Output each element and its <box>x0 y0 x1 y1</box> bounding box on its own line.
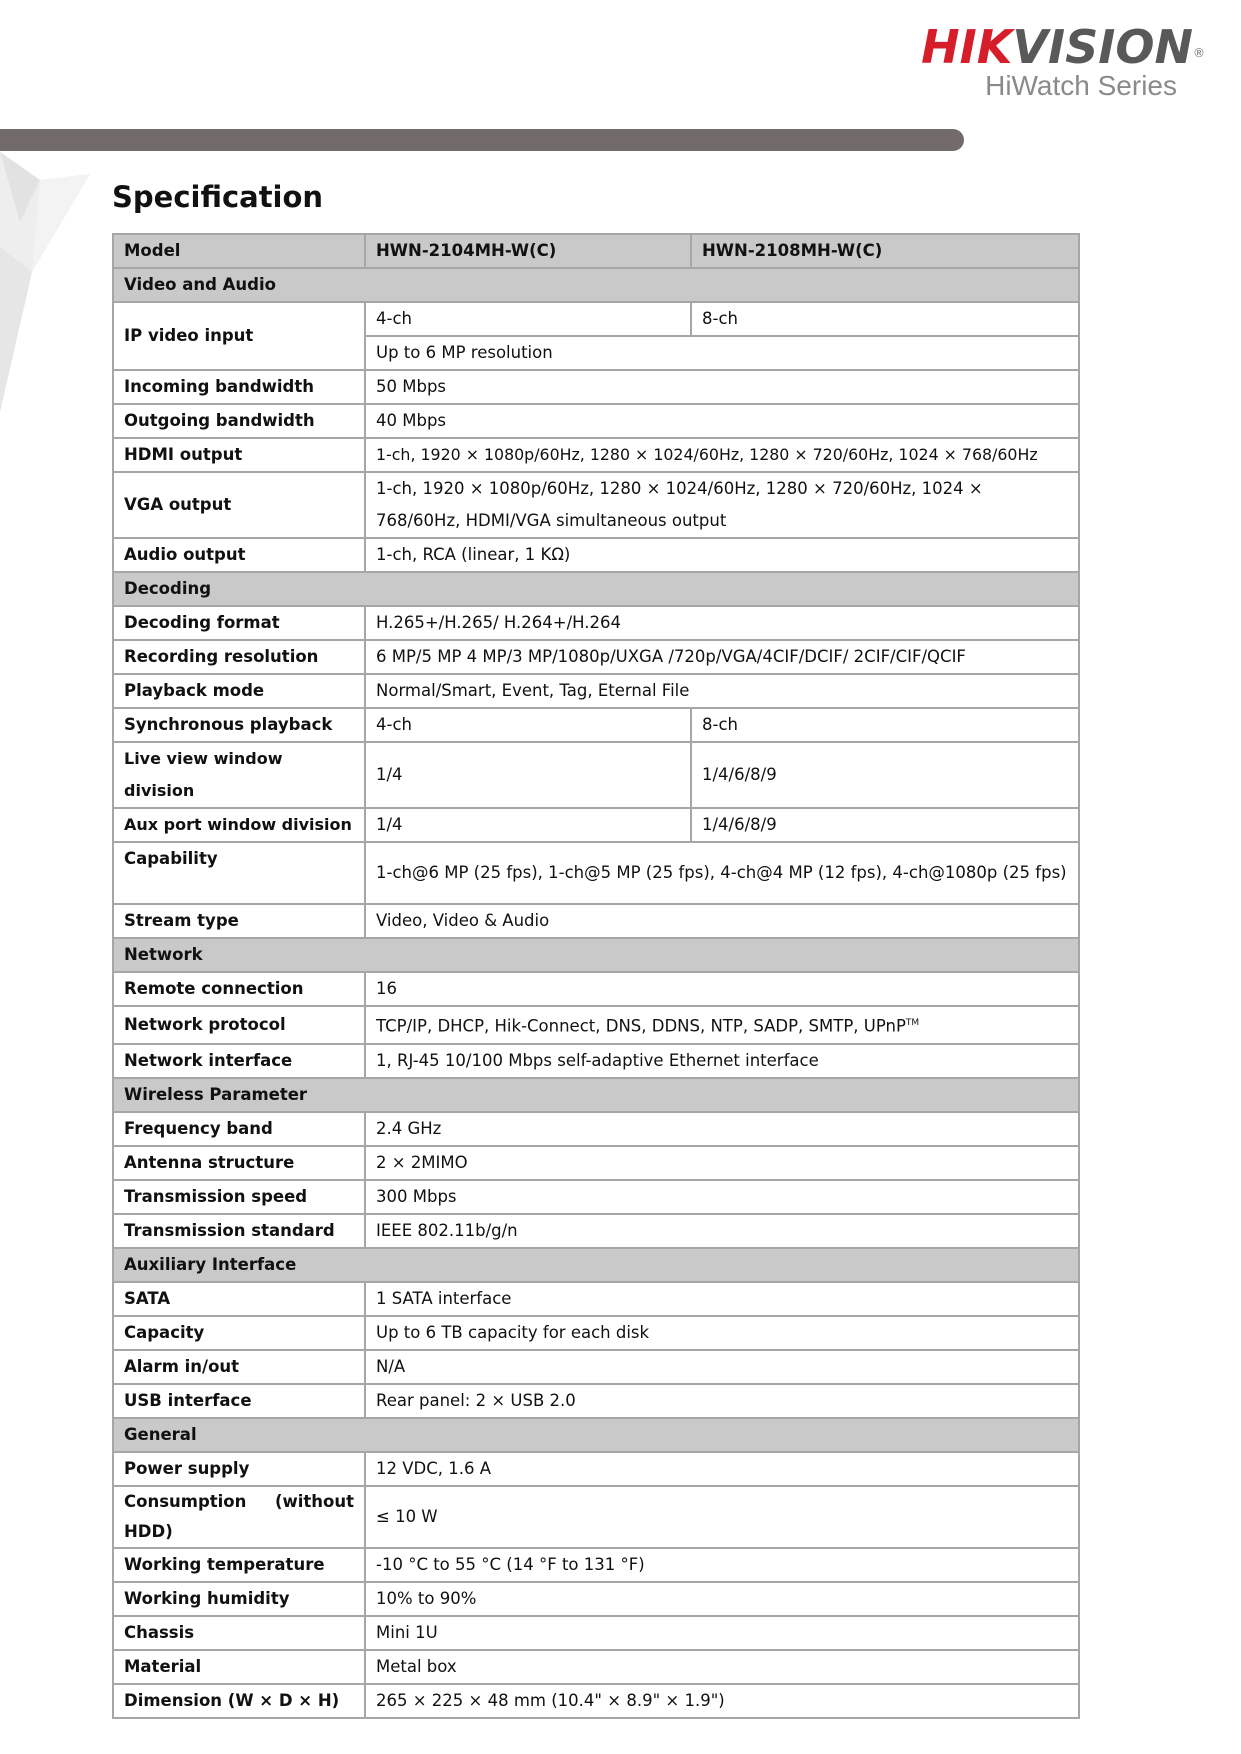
table-row <box>113 1214 1079 1248</box>
row-value: Metal box <box>365 1650 1079 1684</box>
section-row <box>113 938 1079 972</box>
table-row <box>113 1486 1079 1548</box>
table-row <box>113 1044 1079 1078</box>
row-value: 1-ch, RCA (linear, 1 KΩ) <box>365 538 1079 572</box>
table-row <box>113 1006 1079 1044</box>
row-value: 300 Mbps <box>365 1180 1079 1214</box>
table-row <box>113 302 1079 336</box>
row-label: Antenna structure <box>113 1146 365 1180</box>
row-label: Chassis <box>113 1616 365 1650</box>
table-row <box>113 1384 1079 1418</box>
table-row <box>113 1112 1079 1146</box>
row-label: Material <box>113 1650 365 1684</box>
row-value-model-2: 1/4/6/8/9 <box>691 808 1079 842</box>
row-value: N/A <box>365 1350 1079 1384</box>
row-value: 1-ch, 1920 × 1080p/60Hz, 1280 × 1024/60Hz, 1280 × 720/60Hz, 1024 × 768/60Hz <box>365 438 1079 472</box>
row-value-container <box>365 1006 1079 1044</box>
table-row <box>113 708 1079 742</box>
row-label: SATA <box>113 1282 365 1316</box>
row-label-part: HDD) <box>124 1521 173 1541</box>
row-value: ≤ 10 W <box>365 1486 1079 1548</box>
row-label-part: (without <box>274 1491 354 1511</box>
section-row <box>113 268 1079 302</box>
row-label: Stream type <box>113 904 365 938</box>
header-model-2: HWN-2108MH-W(C) <box>691 234 1079 268</box>
row-value: 16 <box>365 972 1079 1006</box>
row-label: Network protocol <box>113 1006 365 1044</box>
row-value: Mini 1U <box>365 1616 1079 1650</box>
table-row <box>113 904 1079 938</box>
row-value-model-2: 8-ch <box>691 708 1079 742</box>
section-row <box>113 572 1079 606</box>
table-row <box>113 1180 1079 1214</box>
row-value: 6 MP/5 MP 4 MP/3 MP/1080p/UXGA /720p/VGA/4CIF/DCIF/ 2CIF/CIF/QCIF <box>365 640 1079 674</box>
row-value: 1-ch, 1920 × 1080p/60Hz, 1280 × 1024/60Hz, 1280 × 720/60Hz, 1024 × 768/60Hz, HDMI/VGA simultaneous output <box>365 472 1079 538</box>
table-row <box>113 1146 1079 1180</box>
row-label: Transmission speed <box>113 1180 365 1214</box>
row-label-line <box>124 1487 354 1517</box>
table-row <box>113 842 1079 904</box>
row-value-model-1: 1/4 <box>365 808 691 842</box>
row-value: 10% to 90% <box>365 1582 1079 1616</box>
row-value: Video, Video & Audio <box>365 904 1079 938</box>
table-row <box>113 742 1079 808</box>
row-value: TCP/IP, DHCP, Hik-Connect, DNS, DDNS, NTP, SADP, SMTP, UPnP <box>376 1016 906 1036</box>
table-row <box>113 370 1079 404</box>
row-label: VGA output <box>113 472 365 538</box>
decorative-shard-graphic <box>0 152 95 412</box>
table-row <box>113 1452 1079 1486</box>
row-value: -10 °C to 55 °C (14 °F to 131 °F) <box>365 1548 1079 1582</box>
row-value-model-1: 4-ch <box>365 302 691 336</box>
row-label: Remote connection <box>113 972 365 1006</box>
header-label: Model <box>113 234 365 268</box>
row-label: Power supply <box>113 1452 365 1486</box>
table-row <box>113 808 1079 842</box>
brand-wordmark: HIKVISION® <box>921 20 1205 74</box>
row-value: Normal/Smart, Event, Tag, Eternal File <box>365 674 1079 708</box>
row-value: 12 VDC, 1.6 A <box>365 1452 1079 1486</box>
row-label: Recording resolution <box>113 640 365 674</box>
row-label: Working temperature <box>113 1548 365 1582</box>
section-title: Video and Audio <box>113 268 1079 302</box>
section-row <box>113 1248 1079 1282</box>
row-label: Audio output <box>113 538 365 572</box>
section-title: Decoding <box>113 572 1079 606</box>
table-row <box>113 1616 1079 1650</box>
row-value: 2.4 GHz <box>365 1112 1079 1146</box>
table-row <box>113 1316 1079 1350</box>
row-label: Dimension (W × D × H) <box>113 1684 365 1718</box>
section-row <box>113 1418 1079 1452</box>
table-row <box>113 404 1079 438</box>
row-value: Up to 6 TB capacity for each disk <box>365 1316 1079 1350</box>
row-label: Capability <box>113 842 365 904</box>
table-row <box>113 1282 1079 1316</box>
section-title: Wireless Parameter <box>113 1078 1079 1112</box>
row-label: Outgoing bandwidth <box>113 404 365 438</box>
row-label: Alarm in/out <box>113 1350 365 1384</box>
row-value: 40 Mbps <box>365 404 1079 438</box>
row-value: 2 × 2MIMO <box>365 1146 1079 1180</box>
table-header-row <box>113 234 1079 268</box>
row-label: Decoding format <box>113 606 365 640</box>
page-title: Specification <box>112 180 324 214</box>
row-label: Frequency band <box>113 1112 365 1146</box>
table-row <box>113 606 1079 640</box>
row-value-model-1: 4-ch <box>365 708 691 742</box>
row-label: USB interface <box>113 1384 365 1418</box>
row-value: IEEE 802.11b/g/n <box>365 1214 1079 1248</box>
row-label: Incoming bandwidth <box>113 370 365 404</box>
table-row <box>113 438 1079 472</box>
row-value: H.265+/H.265/ H.264+/H.264 <box>365 606 1079 640</box>
header-bar <box>0 129 964 151</box>
section-title: Network <box>113 938 1079 972</box>
row-value: Rear panel: 2 × USB 2.0 <box>365 1384 1079 1418</box>
table-row <box>113 1684 1079 1718</box>
row-label: Transmission standard <box>113 1214 365 1248</box>
row-value: 265 × 225 × 48 mm (10.4" × 8.9" × 1.9") <box>365 1684 1079 1718</box>
row-label: Working humidity <box>113 1582 365 1616</box>
row-value: 50 Mbps <box>365 370 1079 404</box>
row-label: Playback mode <box>113 674 365 708</box>
trademark-mark: TM <box>905 1018 920 1028</box>
row-label: HDMI output <box>113 438 365 472</box>
table-row <box>113 1650 1079 1684</box>
row-label-consumption <box>113 1486 365 1548</box>
header-model-1: HWN-2104MH-W(C) <box>365 234 691 268</box>
row-value-model-1: 1/4 <box>365 742 691 808</box>
series-name: HiWatch Series <box>985 70 1177 101</box>
row-label: Network interface <box>113 1044 365 1078</box>
row-value: 1, RJ-45 10/100 Mbps self-adaptive Ethernet interface <box>365 1044 1079 1078</box>
table-row <box>113 674 1079 708</box>
row-value: 1-ch@6 MP (25 fps), 1-ch@5 MP (25 fps), 4-ch@4 MP (12 fps), 4-ch@1080p (25 fps) <box>365 842 1079 904</box>
row-label: Live view window division <box>113 742 365 808</box>
table-row <box>113 972 1079 1006</box>
row-label: IP video input <box>113 302 365 370</box>
row-label: Aux port window division <box>113 808 365 842</box>
table-row <box>113 640 1079 674</box>
specification-table <box>112 233 1080 1719</box>
row-label: Capacity <box>113 1316 365 1350</box>
table-row <box>113 1350 1079 1384</box>
table-row <box>113 472 1079 538</box>
hikvision-logo <box>921 20 1205 102</box>
row-value-model-2: 8-ch <box>691 302 1079 336</box>
table-row <box>113 1582 1079 1616</box>
row-label-part: Consumption <box>124 1491 247 1511</box>
table-row <box>113 1548 1079 1582</box>
section-title: General <box>113 1418 1079 1452</box>
row-value-model-2: 1/4/6/8/9 <box>691 742 1079 808</box>
row-value: 1 SATA interface <box>365 1282 1079 1316</box>
table-row <box>113 538 1079 572</box>
row-label: Synchronous playback <box>113 708 365 742</box>
section-row <box>113 1078 1079 1112</box>
row-value: Up to 6 MP resolution <box>365 336 1079 370</box>
section-title: Auxiliary Interface <box>113 1248 1079 1282</box>
